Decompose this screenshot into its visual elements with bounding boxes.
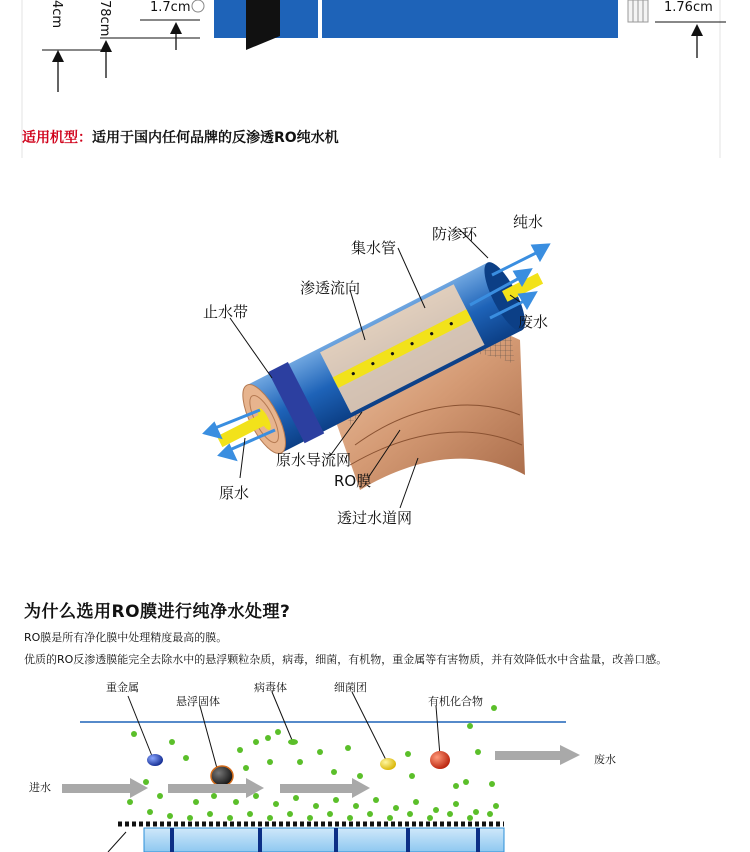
filtration-diagram [0,672,750,852]
dim-label-left-2: 78cm [97,0,112,37]
why-ro-line-1: RO膜是所有净化膜中处理精度最高的膜。 [24,631,228,644]
filtration-illustration [0,672,750,852]
label-heavy-metal: 重金属 [106,681,139,694]
organic-compound-particle [430,751,450,769]
dimension-diagram [0,0,750,160]
label-bacteria: 细菌团 [334,681,367,694]
label-collection-pipe: 集水管 [351,239,397,257]
label-waste-water: 废水 [518,313,549,331]
label-permeate-direction: 渗透流向 [300,279,361,297]
bacteria-particle [380,758,396,770]
virus-particle [288,739,298,745]
label-raw-water: 原水 [219,484,250,502]
suspended-solid-particle [211,766,233,786]
heavy-metal-particle [147,754,163,766]
label-ro-membrane: RO膜 [334,472,372,490]
applicable-models [22,127,339,147]
label-pure-water: 纯水 [513,213,544,231]
label-raw-water-guide-net: 原水导流网 [276,451,352,469]
label-permeate-channel-net: 透过水道网 [337,509,413,527]
applicable-models-text: 适用于国内任何品牌的反渗透RO纯水机 [92,130,339,146]
membrane-end-cap [246,0,280,50]
label-anti-seepage-ring: 防渗环 [432,225,478,243]
label-water-stop-band: 止水带 [203,303,249,321]
dim-label-right-horizontal: 1.76cm [664,0,713,15]
label-organic-compounds: 有机化合物 [428,695,483,708]
permeate-screen [144,828,504,852]
applicable-models-label: 适用机型： [22,130,92,146]
ro-membrane-cutaway [0,190,750,540]
label-filtration-waste-water: 废水 [594,753,616,766]
why-ro-title: 为什么选用RO膜进行纯净水处理? [24,602,291,622]
label-inlet-water: 进水 [29,781,51,794]
dim-label-left-horizontal: 1.7cm [150,0,191,15]
label-virus: 病毒体 [254,681,287,694]
why-ro-line-2: 优质的RO反渗透膜能完全去除水中的悬浮颗粒杂质，病毒，细菌，有机物，重金属等有害物质，并有效降低水中含盐量，改善口感。 [24,653,668,666]
label-suspended-solids: 悬浮固体 [176,695,220,708]
dim-label-left-1: 4cm [49,0,64,29]
